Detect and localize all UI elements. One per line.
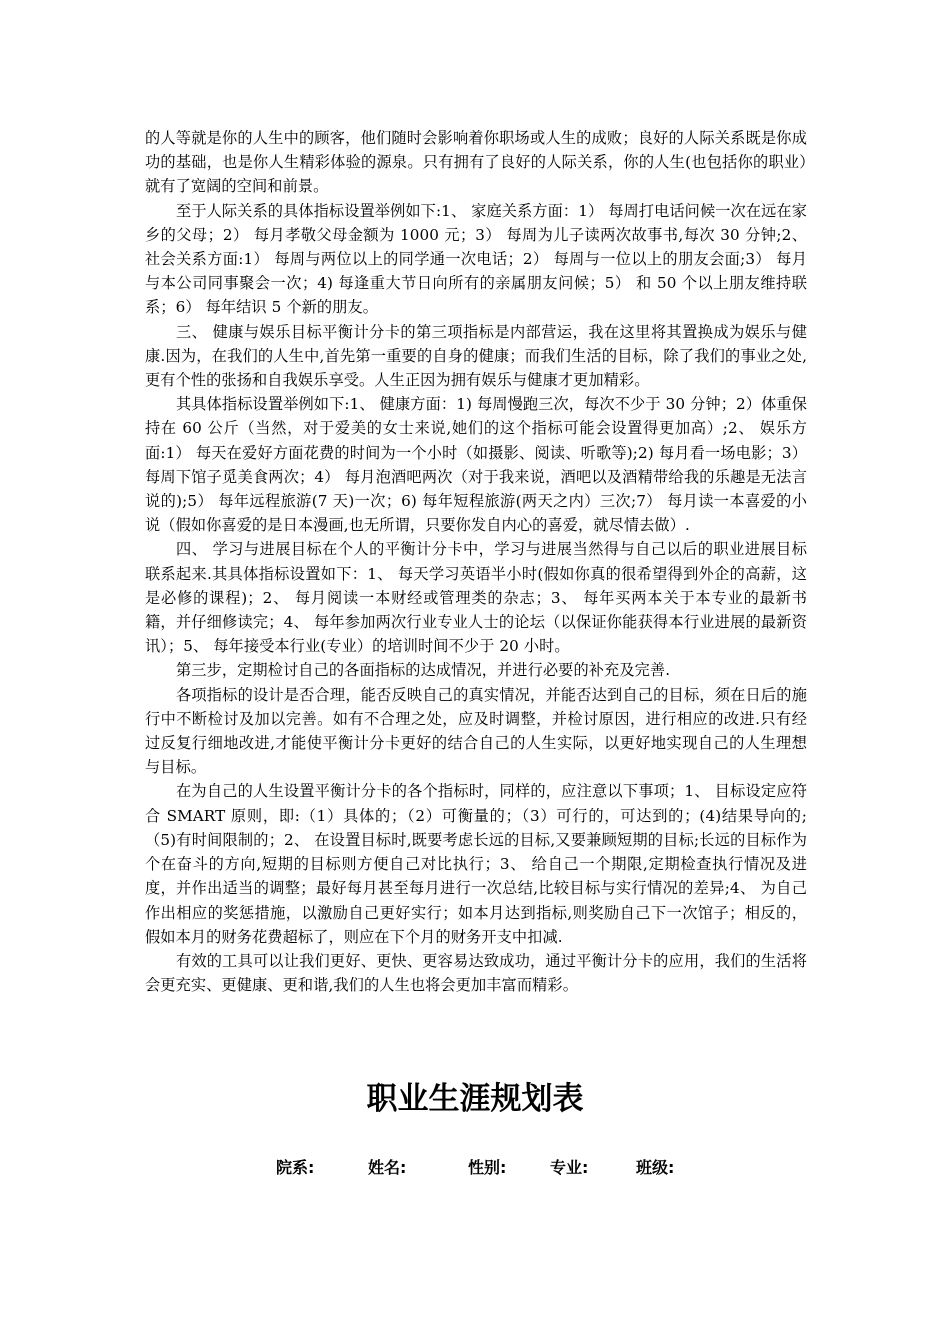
paragraph-interpersonal-intro: 的人等就是你的人生中的顾客，他们随时会影响着你职场或人生的成败；良好的人际关系既是你成功的基础，也是你人生精彩体验的源泉。只有拥有了良好的人际关系，你的人生(也包括你的职业）就有了宽阔的空间和前景。 xyxy=(145,129,807,196)
name-label: 姓名: xyxy=(368,1158,407,1177)
paragraph-health-entertainment: 三、 健康与娱乐目标平衡计分卡的第三项指标是内部营运，我在这里将其置换成为娱乐与健康.因为，在我们的人生中,首先第一重要的自身的健康；而我们生活的目标，除了我们的事业之处,更有个性的张扬和自我娱乐享受。人生正因为拥有娱乐与健康才更加精彩。 xyxy=(145,322,807,390)
gender-label: 性别: xyxy=(468,1158,507,1177)
class-label: 班级: xyxy=(636,1158,675,1177)
department-label: 院系: xyxy=(276,1158,315,1177)
document-body xyxy=(145,126,807,997)
form-header-row xyxy=(0,1156,950,1180)
paragraph-health-indicators: 其具体指标设置举例如下:1、 健康方面：1) 每周慢跑三次，每次不少于 30 分钟；2）体重保持在 60 公斤（当然，对于爱美的女士来说,她们的这个指标可能会设置得更加高）;2、 娱乐方面:1） 每天在爱好方面花费的时间为一个小时（如摄影、阅读、听歌等);2) 每月看一场电影；3） 每周下馆子觅美食两次；4） 每月泡酒吧两次（对于我来说，酒吧以及酒精带给我的乐趣是无法言说的);5） 每年远程旅游(7 天)一次；6) 每年短程旅游(两天之内）三次;7） 每月读一本喜爱的小说（假如你喜爱的是日本漫画,也无所谓，只要你发自内心的喜爱，就尽情去做）. xyxy=(145,395,807,535)
paragraph-interpersonal-indicators: 至于人际关系的具体指标设置举例如下:1、 家庭关系方面：1） 每周打电话问候一次在远在家乡的父母；2） 每月孝敬父母金额为 1000 元；3） 每周为儿子读两次故事书,每次 30 分钟;2、 社会关系方面:1） 每周与两位以上的同学通一次电话；2） 每周与一位以上的朋友会面;3） 每月与本公司同事聚会一次；4) 每逢重大节日向所有的亲属朋友问候；5） 和 50 个以上朋友维持联系；6） 每年结识 5 个新的朋友。 xyxy=(145,201,807,317)
major-label: 专业: xyxy=(550,1158,589,1177)
paragraph-learning-growth: 四、 学习与进展目标在个人的平衡计分卡中，学习与进展当然得与自己以后的职业进展目标联系起来.其具体指标设置如下：1、 每天学习英语半小时(假如你真的很希望得到外企的高薪，这是必修的课程)；2、 每月阅读一本财经或管理类的杂志；3、 每年买两本关于本专业的最新书籍，并仔细修读完；4、 每年参加两次行业专业人士的论坛（以保证你能获得本行业进展的最新资讯）；5、 每年接受本行业(专业）的培训时间不少于 20 小时。 xyxy=(145,540,807,656)
paragraph-conclusion: 有效的工具可以让我们更好、更快、更容易达致成功，通过平衡计分卡的应用，我们的生活将会更充实、更健康、更和谐,我们的人生也将会更加丰富而精彩。 xyxy=(145,951,807,995)
paragraph-indicator-review: 各项指标的设计是否合理，能否反映自己的真实情况，并能否达到自己的目标，须在日后的施行中不断检讨及加以完善。如有不合理之处，应及时调整，并检讨原因，进行相应的改进.只有经过反复行细地改进,才能使平衡计分卡更好的结合自己的人生实际，以更好地实现自己的人生理想与目标。 xyxy=(145,685,807,777)
paragraph-step-three: 第三步，定期检讨自己的各面指标的达成情况，并进行必要的补充及完善. xyxy=(176,661,671,680)
paragraph-precautions: 在为自己的人生设置平衡计分卡的各个指标时，同样的，应注意以下事项；1、 目标设定应符合 SMART 原则，即:（1）具体的；（2）可衡量的；（3）可行的，可达到的；(4)结果导向的;（5)有时间限制的；2、 在设置目标时,既要考虑长远的目标,又要兼顾短期的目标;长远的目标作为个在奋斗的方向,短期的目标则方便自己对比执行；3、 给自己一个期限,定期检查执行情况及进度，并作出适当的调整；最好每月甚至每月进行一次总结,比较目标与实行情况的差异;4、 为自己作出相应的奖惩措施，以激励自己更好实行；如本月达到指标,则奖励自己下一次馆子；相反的，假如本月的财务花费超标了，则应在下个月的财务开支中扣减. xyxy=(145,782,807,946)
page-title: 职业生涯规划表 xyxy=(366,1081,584,1117)
